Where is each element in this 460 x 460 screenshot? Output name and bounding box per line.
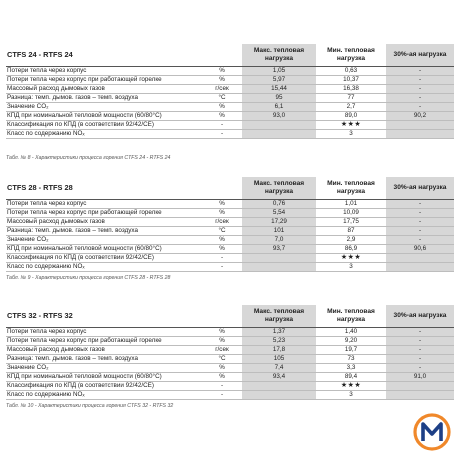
row-unit: %	[202, 199, 242, 208]
value-min: 9,20	[316, 336, 386, 345]
value-30pct	[386, 253, 454, 262]
value-max: 5,23	[242, 336, 316, 345]
value-max: 93,0	[242, 111, 316, 120]
row-unit: %	[202, 327, 242, 336]
value-30pct: 91,0	[386, 372, 454, 381]
value-max: 15,44	[242, 84, 316, 93]
row-label: Класс по содержанию NOₓ	[6, 390, 202, 399]
value-min: 3	[316, 262, 386, 271]
table-row	[6, 336, 454, 345]
value-max	[242, 390, 316, 399]
table-row	[6, 363, 454, 372]
brand-m-logo-icon	[412, 412, 452, 452]
row-label: Классификация по КПД (в соответствии 92/42/CE)	[6, 253, 202, 262]
table-row	[6, 354, 454, 363]
value-max	[242, 262, 316, 271]
row-unit: %	[202, 75, 242, 84]
table-row	[6, 120, 454, 129]
table-row	[6, 66, 454, 75]
value-max: 6,1	[242, 102, 316, 111]
table-row	[6, 84, 454, 93]
table-title: CTFS 32 - RTFS 32	[6, 305, 242, 327]
table-row	[6, 111, 454, 120]
row-label: Потери тепла через корпус	[6, 66, 202, 75]
table-row	[6, 199, 454, 208]
col-header-max: Макс. тепловая нагрузка	[242, 44, 316, 66]
value-max: 5,54	[242, 208, 316, 217]
value-min: 1,40	[316, 327, 386, 336]
row-label: Классификация по КПД (в соответствии 92/42/CE)	[6, 381, 202, 390]
value-max: 17,8	[242, 345, 316, 354]
value-max: 93,4	[242, 372, 316, 381]
value-min: 1,01	[316, 199, 386, 208]
row-label: Потери тепла через корпус	[6, 199, 202, 208]
value-min: 89,0	[316, 111, 386, 120]
value-30pct: -	[386, 345, 454, 354]
row-label: Класс по содержанию NOₓ	[6, 129, 202, 138]
combustion-table-3	[6, 305, 454, 400]
value-max: 0,76	[242, 199, 316, 208]
row-unit: %	[202, 102, 242, 111]
row-unit: -	[202, 262, 242, 271]
row-unit: %	[202, 208, 242, 217]
row-label: Потери тепла через корпус при работающей горелке	[6, 208, 202, 217]
value-30pct	[386, 390, 454, 399]
combustion-table-2	[6, 177, 454, 272]
value-max: 7,4	[242, 363, 316, 372]
table-row	[6, 390, 454, 399]
value-max: 93,7	[242, 244, 316, 253]
row-unit: %	[202, 235, 242, 244]
table-row	[6, 235, 454, 244]
value-min: 3,3	[316, 363, 386, 372]
table-row	[6, 129, 454, 138]
row-unit: г/сек	[202, 217, 242, 226]
row-label: Разница: темп. дымов. газов – темп. воздуха	[6, 93, 202, 102]
table-row	[6, 372, 454, 381]
value-min: 0,63	[316, 66, 386, 75]
value-max	[242, 120, 316, 129]
value-30pct: -	[386, 84, 454, 93]
table-caption: Табл. № 8 - Характеристики процесса горения CTFS 24 - RTFS 24	[6, 155, 171, 161]
row-unit: %	[202, 372, 242, 381]
table-caption: Табл. № 10 - Характеристики процесса горения CTFS 32 - RTFS 32	[6, 403, 174, 409]
row-unit: %	[202, 363, 242, 372]
value-30pct: -	[386, 217, 454, 226]
col-header-max: Макс. тепловая нагрузка	[242, 305, 316, 327]
value-min: 16,38	[316, 84, 386, 93]
value-30pct	[386, 262, 454, 271]
table-row	[6, 381, 454, 390]
value-30pct: -	[386, 226, 454, 235]
value-30pct: -	[386, 199, 454, 208]
value-30pct: -	[386, 93, 454, 102]
table-caption: Табл. № 9 - Характеристики процесса горения CTFS 28 - RTFS 28	[6, 275, 171, 281]
value-30pct: -	[386, 66, 454, 75]
value-min: 10,09	[316, 208, 386, 217]
combustion-table-1	[6, 44, 454, 139]
row-unit: %	[202, 66, 242, 75]
row-unit: г/сек	[202, 84, 242, 93]
table-row	[6, 93, 454, 102]
value-30pct	[386, 129, 454, 138]
table-row	[6, 327, 454, 336]
table-body	[6, 327, 454, 399]
value-min: 3	[316, 129, 386, 138]
table-row	[6, 102, 454, 111]
value-min: 86,9	[316, 244, 386, 253]
value-max	[242, 129, 316, 138]
row-label: Потери тепла через корпус	[6, 327, 202, 336]
col-header-min: Мин. тепловая нагрузка	[316, 44, 386, 66]
row-unit: °C	[202, 226, 242, 235]
value-30pct: 90,6	[386, 244, 454, 253]
value-max: 95	[242, 93, 316, 102]
value-30pct	[386, 120, 454, 129]
efficiency-stars: ★★★	[316, 381, 386, 390]
value-min: 73	[316, 354, 386, 363]
value-max	[242, 381, 316, 390]
table-body	[6, 66, 454, 138]
value-min: 87	[316, 226, 386, 235]
col-header-30: 30%-ая нагрузка	[386, 44, 454, 66]
value-min: 77	[316, 93, 386, 102]
row-unit: %	[202, 244, 242, 253]
row-label: Потери тепла через корпус при работающей горелке	[6, 75, 202, 84]
table-row	[6, 244, 454, 253]
table-body	[6, 199, 454, 271]
table-row	[6, 75, 454, 84]
table-title: CTFS 28 - RTFS 28	[6, 177, 242, 199]
table-row	[6, 262, 454, 271]
value-30pct	[386, 381, 454, 390]
table-row	[6, 208, 454, 217]
row-label: Потери тепла через корпус при работающей горелке	[6, 336, 202, 345]
value-30pct: 90,2	[386, 111, 454, 120]
row-label: Значение CO₂	[6, 235, 202, 244]
value-max: 101	[242, 226, 316, 235]
value-30pct: -	[386, 75, 454, 84]
row-label: Разница: темп. дымов. газов – темп. воздуха	[6, 226, 202, 235]
row-unit: -	[202, 381, 242, 390]
row-label: Значение CO₂	[6, 363, 202, 372]
efficiency-stars: ★★★	[316, 253, 386, 262]
value-max	[242, 253, 316, 262]
value-max: 1,05	[242, 66, 316, 75]
row-label: Массовый расход дымовых газов	[6, 217, 202, 226]
value-min: 89,4	[316, 372, 386, 381]
value-min: 19,7	[316, 345, 386, 354]
value-min: 10,37	[316, 75, 386, 84]
value-min: 2,7	[316, 102, 386, 111]
value-30pct: -	[386, 235, 454, 244]
value-30pct: -	[386, 363, 454, 372]
table-row	[6, 217, 454, 226]
row-unit: г/сек	[202, 345, 242, 354]
value-min: 17,75	[316, 217, 386, 226]
efficiency-stars: ★★★	[316, 120, 386, 129]
value-max: 1,37	[242, 327, 316, 336]
row-label: КПД при номинальной тепловой мощности (60/80°C)	[6, 372, 202, 381]
row-unit: -	[202, 120, 242, 129]
row-unit: -	[202, 390, 242, 399]
value-max: 17,29	[242, 217, 316, 226]
col-header-30: 30%-ая нагрузка	[386, 177, 454, 199]
value-30pct: -	[386, 102, 454, 111]
value-max: 105	[242, 354, 316, 363]
value-max: 7,0	[242, 235, 316, 244]
row-label: Значение CO₂	[6, 102, 202, 111]
value-min: 3	[316, 390, 386, 399]
row-label: КПД при номинальной тепловой мощности (60/80°C)	[6, 111, 202, 120]
value-30pct: -	[386, 208, 454, 217]
value-30pct: -	[386, 354, 454, 363]
table-title: CTFS 24 - RTFS 24	[6, 44, 242, 66]
row-label: КПД при номинальной тепловой мощности (60/80°C)	[6, 244, 202, 253]
row-label: Разница: темп. дымов. газов – темп. воздуха	[6, 354, 202, 363]
row-unit: -	[202, 129, 242, 138]
row-label: Классификация по КПД (в соответствии 92/42/CE)	[6, 120, 202, 129]
col-header-min: Мин. тепловая нагрузка	[316, 305, 386, 327]
table-row	[6, 345, 454, 354]
row-unit: %	[202, 336, 242, 345]
row-unit: %	[202, 111, 242, 120]
value-30pct: -	[386, 336, 454, 345]
row-label: Массовый расход дымовых газов	[6, 84, 202, 93]
table-row	[6, 226, 454, 235]
col-header-max: Макс. тепловая нагрузка	[242, 177, 316, 199]
row-unit: -	[202, 253, 242, 262]
row-unit: °C	[202, 93, 242, 102]
col-header-min: Мин. тепловая нагрузка	[316, 177, 386, 199]
table-row	[6, 253, 454, 262]
value-min: 2,9	[316, 235, 386, 244]
value-max: 5,97	[242, 75, 316, 84]
row-unit: °C	[202, 354, 242, 363]
col-header-30: 30%-ая нагрузка	[386, 305, 454, 327]
value-30pct: -	[386, 327, 454, 336]
row-label: Класс по содержанию NOₓ	[6, 262, 202, 271]
row-label: Массовый расход дымовых газов	[6, 345, 202, 354]
